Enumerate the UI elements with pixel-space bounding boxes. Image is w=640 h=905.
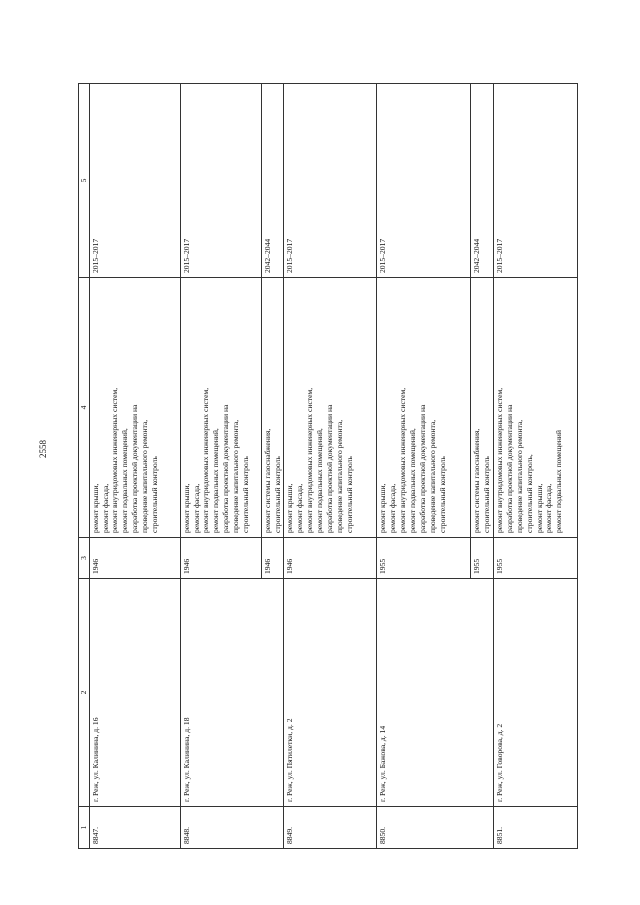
row-number: 8851. [494,807,578,849]
works-cell: ремонт системы газоснабжения, строительный контроль [261,278,284,538]
period-cell: 2015–2017 [89,84,180,278]
column-header: 3 [79,538,90,579]
year-cell: 1946 [89,538,180,579]
rotated-table-container [78,84,600,849]
address-cell: г. Реж, ул. Говорова, д. 2 [494,579,578,807]
row-number: 8849. [284,807,377,849]
row-number: 8848. [180,807,284,849]
works-cell: ремонт крыши, ремонт фасада, ремонт внутридомовых инженерных систем, ремонт подвальных помещений, разработка проектной документации на проведение капитального ремонта, строительный контроль [180,278,261,538]
period-cell: 2015–2017 [494,84,578,278]
works-cell: ремонт крыши, ремонт фасада, ремонт внутридомовых инженерных систем, ремонт подвальных помещений, разработка проектной документации на проведение капитального ремонта, строительный контроль [89,278,180,538]
year-cell: 1946 [180,538,261,579]
year-cell: 1946 [261,538,284,579]
column-header: 1 [79,807,90,849]
works-cell: ремонт внутридомовых инженерных систем, разработка проектной документации на проведение капитального ремонта, строительный контроль, ремонт крыши, ремонт фасада, ремонт подвальных помещений [494,278,578,538]
works-cell: ремонт крыши, ремонт фасада, ремонт внутридомовых инженерных систем, ремонт подвальных помещений, разработка проектной документации на проведение капитального ремонта, строительный контроль [377,278,471,538]
table-row [180,84,261,849]
period-cell: 2015–2017 [284,84,377,278]
year-cell: 1955 [494,538,578,579]
repair-schedule-table [78,83,578,849]
year-cell: 1955 [377,538,471,579]
row-number: 8847. [89,807,180,849]
page-number: 2558 [38,440,48,458]
works-cell: ремонт крыши, ремонт фасада, ремонт внутридомовых инженерных систем, ремонт подвальных помещений, разработка проектной документации на проведение капитального ремонта, строительный контроль [284,278,377,538]
column-number-row [79,84,90,849]
table-row [284,84,377,849]
period-cell: 2042–2044 [261,84,284,278]
works-cell: ремонт системы газоснабжения, строительный контроль [471,278,494,538]
period-cell: 2015–2017 [377,84,471,278]
year-cell: 1955 [471,538,494,579]
address-cell: г. Реж, ул. Бажова, д. 14 [377,579,494,807]
period-cell: 2042–2044 [471,84,494,278]
table-row [377,84,471,849]
table-row [89,84,180,849]
period-cell: 2015–2017 [180,84,261,278]
column-header: 2 [79,579,90,807]
address-cell: г. Реж, ул. Пятилетки, д. 2 [284,579,377,807]
column-header: 5 [79,84,90,278]
row-number: 8850. [377,807,494,849]
address-cell: г. Реж, ул. Калинина, д. 16 [89,579,180,807]
table-row [494,84,578,849]
column-header: 4 [79,278,90,538]
address-cell: г. Реж, ул. Калинина, д. 18 [180,579,284,807]
year-cell: 1946 [284,538,377,579]
